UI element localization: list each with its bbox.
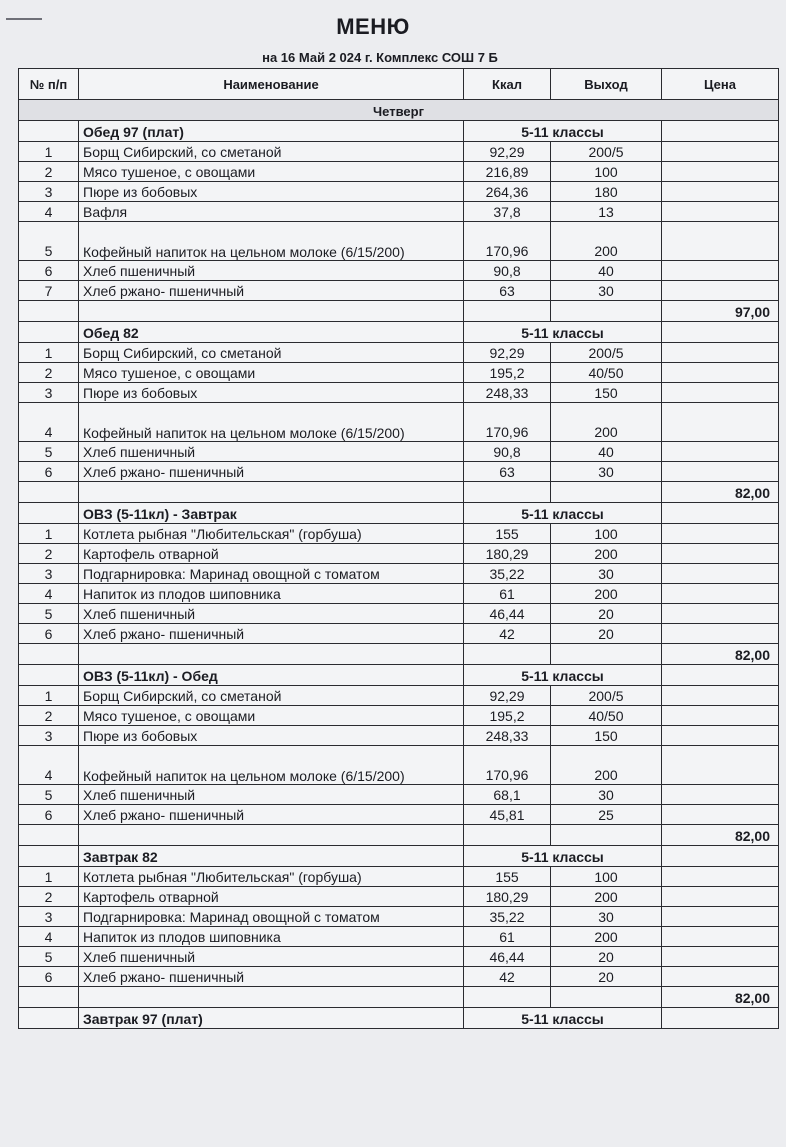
item-output: 13 [551, 202, 662, 222]
table-row [19, 947, 779, 967]
section-title: ОВЗ (5-11кл) - Завтрак [79, 503, 464, 524]
total-num-empty [19, 301, 79, 322]
item-kcal: 46,44 [464, 947, 551, 967]
section-grade: 5-11 классы [464, 665, 662, 686]
item-output: 200 [551, 222, 662, 261]
section-total-row [19, 644, 779, 665]
total-output-empty [551, 301, 662, 322]
section-title: Обед 97 (плат) [79, 121, 464, 142]
item-output: 200 [551, 927, 662, 947]
section-title: Завтрак 97 (плат) [79, 1008, 464, 1029]
item-number: 4 [19, 746, 79, 785]
day-row [19, 100, 779, 121]
total-output-empty [551, 987, 662, 1008]
item-output: 200/5 [551, 343, 662, 363]
table-row [19, 524, 779, 544]
col-header-price: Цена [662, 69, 779, 100]
section-grade: 5-11 классы [464, 121, 662, 142]
table-header-row [19, 69, 779, 100]
table-row [19, 281, 779, 301]
item-number: 3 [19, 907, 79, 927]
item-number: 4 [19, 584, 79, 604]
item-number: 5 [19, 785, 79, 805]
section-num-empty [19, 846, 79, 867]
item-output: 40 [551, 261, 662, 281]
item-number: 4 [19, 927, 79, 947]
section-total-row [19, 987, 779, 1008]
item-price [662, 544, 779, 564]
item-price [662, 726, 779, 746]
item-price [662, 947, 779, 967]
section-price-empty [662, 121, 779, 142]
item-output: 30 [551, 281, 662, 301]
item-price [662, 564, 779, 584]
item-price [662, 887, 779, 907]
section-price-empty [662, 503, 779, 524]
item-kcal: 155 [464, 867, 551, 887]
item-price [662, 162, 779, 182]
section-num-empty [19, 121, 79, 142]
item-output: 30 [551, 785, 662, 805]
section-grade: 5-11 классы [464, 846, 662, 867]
item-price [662, 686, 779, 706]
table-row [19, 967, 779, 987]
table-row [19, 142, 779, 162]
section-total-price: 82,00 [662, 644, 779, 665]
table-row [19, 462, 779, 482]
item-kcal: 42 [464, 624, 551, 644]
section-total-price: 97,00 [662, 301, 779, 322]
item-name: Борщ Сибирский, со сметаной [79, 343, 464, 363]
table-row [19, 162, 779, 182]
item-number: 5 [19, 222, 79, 261]
item-price [662, 462, 779, 482]
item-number: 6 [19, 805, 79, 825]
item-price [662, 182, 779, 202]
item-output: 40/50 [551, 363, 662, 383]
item-kcal: 248,33 [464, 726, 551, 746]
section-title: Обед 82 [79, 322, 464, 343]
table-row [19, 383, 779, 403]
item-output: 200 [551, 403, 662, 442]
item-name: Мясо тушеное, с овощами [79, 706, 464, 726]
item-kcal: 45,81 [464, 805, 551, 825]
item-number: 2 [19, 363, 79, 383]
item-output: 20 [551, 967, 662, 987]
item-number: 3 [19, 383, 79, 403]
section-num-empty [19, 322, 79, 343]
item-output: 40/50 [551, 706, 662, 726]
item-price [662, 927, 779, 947]
item-name: Пюре из бобовых [79, 383, 464, 403]
item-output: 150 [551, 383, 662, 403]
section-header-row [19, 846, 779, 867]
item-kcal: 170,96 [464, 222, 551, 261]
item-name: Хлеб пшеничный [79, 261, 464, 281]
item-number: 6 [19, 462, 79, 482]
section-header-row [19, 1008, 779, 1029]
item-name: Напиток из плодов шиповника [79, 927, 464, 947]
section-title: Завтрак 82 [79, 846, 464, 867]
table-row [19, 544, 779, 564]
item-price [662, 202, 779, 222]
item-kcal: 180,29 [464, 887, 551, 907]
item-number: 3 [19, 182, 79, 202]
section-price-empty [662, 322, 779, 343]
table-row [19, 403, 779, 442]
col-header-output: Выход [551, 69, 662, 100]
table-row [19, 805, 779, 825]
item-kcal: 216,89 [464, 162, 551, 182]
item-kcal: 61 [464, 927, 551, 947]
item-name: Подгарнировка: Маринад овощной с томатом [79, 564, 464, 584]
total-output-empty [551, 644, 662, 665]
section-grade: 5-11 классы [464, 322, 662, 343]
day-label: Четверг [19, 100, 779, 121]
item-output: 20 [551, 947, 662, 967]
item-price [662, 343, 779, 363]
item-number: 6 [19, 261, 79, 281]
item-number: 5 [19, 947, 79, 967]
item-name: Хлеб ржано- пшеничный [79, 805, 464, 825]
section-grade: 5-11 классы [464, 503, 662, 524]
item-kcal: 170,96 [464, 403, 551, 442]
item-number: 3 [19, 564, 79, 584]
item-name: Хлеб ржано- пшеничный [79, 967, 464, 987]
total-output-empty [551, 825, 662, 846]
item-output: 100 [551, 524, 662, 544]
total-name-empty [79, 644, 464, 665]
table-row [19, 686, 779, 706]
item-name: Кофейный напиток на цельном молоке (6/15/200) [79, 222, 464, 261]
table-row [19, 363, 779, 383]
item-output: 100 [551, 162, 662, 182]
total-kcal-empty [464, 301, 551, 322]
section-header-row [19, 665, 779, 686]
item-output: 200 [551, 584, 662, 604]
item-name: Кофейный напиток на цельном молоке (6/15/200) [79, 746, 464, 785]
item-number: 2 [19, 706, 79, 726]
section-num-empty [19, 1008, 79, 1029]
item-name: Пюре из бобовых [79, 726, 464, 746]
item-price [662, 805, 779, 825]
item-price [662, 142, 779, 162]
table-row [19, 343, 779, 363]
table-row [19, 867, 779, 887]
total-name-empty [79, 825, 464, 846]
item-price [662, 604, 779, 624]
table-row [19, 624, 779, 644]
total-num-empty [19, 987, 79, 1008]
total-name-empty [79, 987, 464, 1008]
item-price [662, 222, 779, 261]
item-price [662, 967, 779, 987]
item-number: 1 [19, 343, 79, 363]
item-number: 6 [19, 624, 79, 644]
item-name: Вафля [79, 202, 464, 222]
item-price [662, 785, 779, 805]
item-kcal: 264,36 [464, 182, 551, 202]
total-name-empty [79, 301, 464, 322]
item-output: 200/5 [551, 142, 662, 162]
item-number: 7 [19, 281, 79, 301]
section-header-row [19, 503, 779, 524]
item-kcal: 63 [464, 462, 551, 482]
item-output: 200 [551, 887, 662, 907]
table-row [19, 746, 779, 785]
item-output: 40 [551, 442, 662, 462]
section-num-empty [19, 503, 79, 524]
item-number: 3 [19, 726, 79, 746]
item-name: Картофель отварной [79, 887, 464, 907]
item-output: 200 [551, 746, 662, 785]
total-output-empty [551, 482, 662, 503]
item-kcal: 90,8 [464, 261, 551, 281]
item-price [662, 363, 779, 383]
item-kcal: 155 [464, 524, 551, 544]
table-row [19, 706, 779, 726]
total-kcal-empty [464, 825, 551, 846]
col-header-num: № п/п [19, 69, 79, 100]
item-name: Хлеб ржано- пшеничный [79, 462, 464, 482]
item-number: 1 [19, 142, 79, 162]
section-price-empty [662, 1008, 779, 1029]
item-name: Картофель отварной [79, 544, 464, 564]
table-row [19, 182, 779, 202]
item-kcal: 42 [464, 967, 551, 987]
menu-table [18, 68, 779, 1029]
table-row [19, 261, 779, 281]
item-kcal: 195,2 [464, 706, 551, 726]
item-kcal: 92,29 [464, 142, 551, 162]
table-row [19, 564, 779, 584]
total-num-empty [19, 644, 79, 665]
item-kcal: 90,8 [464, 442, 551, 462]
table-row [19, 222, 779, 261]
item-output: 100 [551, 867, 662, 887]
item-output: 200/5 [551, 686, 662, 706]
item-number: 5 [19, 604, 79, 624]
page-subtitle: на 16 Май 2 024 г. Комплекс СОШ 7 Б [262, 50, 498, 65]
item-price [662, 524, 779, 544]
item-name: Хлеб ржано- пшеничный [79, 624, 464, 644]
col-header-name: Наименование [79, 69, 464, 100]
section-title: ОВЗ (5-11кл) - Обед [79, 665, 464, 686]
item-output: 150 [551, 726, 662, 746]
item-number: 2 [19, 544, 79, 564]
item-kcal: 61 [464, 584, 551, 604]
item-number: 6 [19, 967, 79, 987]
item-name: Кофейный напиток на цельном молоке (6/15/200) [79, 403, 464, 442]
section-header-row [19, 322, 779, 343]
page-title: МЕНЮ [336, 14, 410, 39]
table-row [19, 202, 779, 222]
item-name: Мясо тушеное, с овощами [79, 363, 464, 383]
item-kcal: 35,22 [464, 907, 551, 927]
total-num-empty [19, 482, 79, 503]
item-price [662, 261, 779, 281]
total-kcal-empty [464, 987, 551, 1008]
section-total-row [19, 825, 779, 846]
item-number: 2 [19, 162, 79, 182]
item-name: Хлеб пшеничный [79, 947, 464, 967]
item-output: 30 [551, 564, 662, 584]
item-kcal: 92,29 [464, 686, 551, 706]
section-total-row [19, 482, 779, 503]
table-row [19, 785, 779, 805]
menu-body [19, 100, 779, 1029]
item-price [662, 746, 779, 785]
item-name: Хлеб пшеничный [79, 442, 464, 462]
item-number: 4 [19, 202, 79, 222]
item-name: Борщ Сибирский, со сметаной [79, 142, 464, 162]
table-row [19, 604, 779, 624]
item-name: Котлета рыбная "Любительская" (горбуша) [79, 867, 464, 887]
item-name: Пюре из бобовых [79, 182, 464, 202]
section-price-empty [662, 665, 779, 686]
total-kcal-empty [464, 644, 551, 665]
item-price [662, 624, 779, 644]
section-header-row [19, 121, 779, 142]
item-number: 1 [19, 867, 79, 887]
item-price [662, 907, 779, 927]
table-row [19, 927, 779, 947]
item-name: Мясо тушеное, с овощами [79, 162, 464, 182]
item-output: 25 [551, 805, 662, 825]
item-kcal: 248,33 [464, 383, 551, 403]
item-name: Котлета рыбная "Любительская" (горбуша) [79, 524, 464, 544]
item-kcal: 46,44 [464, 604, 551, 624]
item-kcal: 63 [464, 281, 551, 301]
table-row [19, 584, 779, 604]
item-kcal: 35,22 [464, 564, 551, 584]
section-grade: 5-11 классы [464, 1008, 662, 1029]
item-number: 4 [19, 403, 79, 442]
item-kcal: 195,2 [464, 363, 551, 383]
item-price [662, 867, 779, 887]
section-total-price: 82,00 [662, 987, 779, 1008]
total-num-empty [19, 825, 79, 846]
item-price [662, 442, 779, 462]
item-name: Хлеб ржано- пшеничный [79, 281, 464, 301]
item-kcal: 68,1 [464, 785, 551, 805]
section-price-empty [662, 846, 779, 867]
item-price [662, 403, 779, 442]
item-number: 1 [19, 686, 79, 706]
item-output: 180 [551, 182, 662, 202]
table-row [19, 907, 779, 927]
item-output: 30 [551, 462, 662, 482]
section-total-price: 82,00 [662, 825, 779, 846]
table-row [19, 442, 779, 462]
item-price [662, 383, 779, 403]
item-output: 20 [551, 604, 662, 624]
table-row [19, 887, 779, 907]
item-kcal: 37,8 [464, 202, 551, 222]
item-kcal: 92,29 [464, 343, 551, 363]
item-price [662, 584, 779, 604]
table-row [19, 726, 779, 746]
item-name: Напиток из плодов шиповника [79, 584, 464, 604]
total-name-empty [79, 482, 464, 503]
col-header-kcal: Ккал [464, 69, 551, 100]
item-name: Хлеб пшеничный [79, 785, 464, 805]
item-price [662, 706, 779, 726]
item-name: Подгарнировка: Маринад овощной с томатом [79, 907, 464, 927]
item-kcal: 180,29 [464, 544, 551, 564]
section-num-empty [19, 665, 79, 686]
item-number: 5 [19, 442, 79, 462]
item-output: 30 [551, 907, 662, 927]
total-kcal-empty [464, 482, 551, 503]
item-kcal: 170,96 [464, 746, 551, 785]
item-output: 200 [551, 544, 662, 564]
item-number: 2 [19, 887, 79, 907]
item-name: Хлеб пшеничный [79, 604, 464, 624]
section-total-row [19, 301, 779, 322]
item-name: Борщ Сибирский, со сметаной [79, 686, 464, 706]
item-price [662, 281, 779, 301]
item-number: 1 [19, 524, 79, 544]
item-output: 20 [551, 624, 662, 644]
section-total-price: 82,00 [662, 482, 779, 503]
